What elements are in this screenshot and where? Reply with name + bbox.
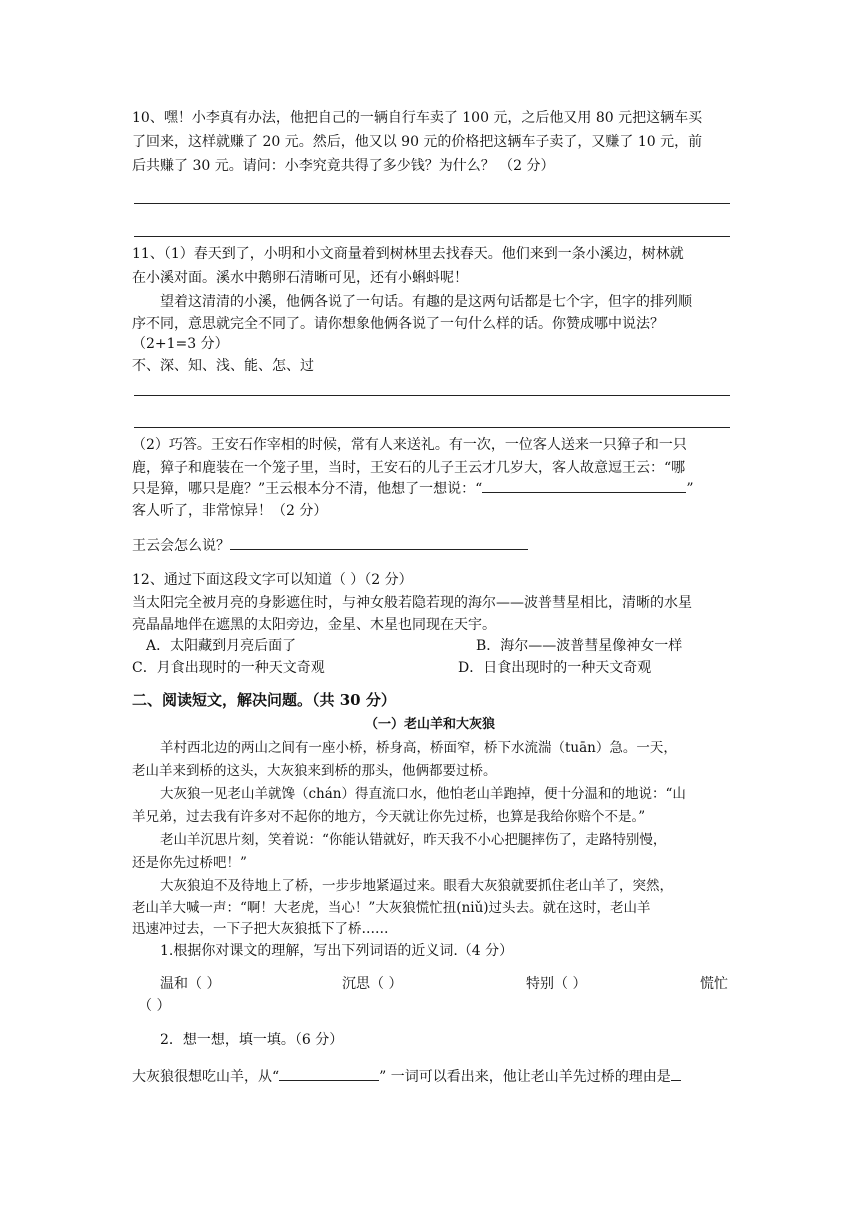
q12-line-2: 当太阳完全被月亮的身影遮住时，与神女般若隐若现的海尔——波普彗星相比，清晰的水星 — [132, 595, 692, 611]
q10-line-3: 后共赚了 30 元。请问：小李究竟共得了多少钱？为什么？ （2 分） — [132, 158, 555, 174]
q12-option-d[interactable]: D．日食出现时的一种天文奇观 — [458, 660, 652, 676]
passage-title: （一）老山羊和大灰狼 — [364, 717, 495, 732]
q11-part2-line-2: 鹿，獐子和鹿装在一个笼子里，当时，王安石的儿子王云才几岁大，客人故意逗王云：“哪 — [132, 460, 686, 476]
word-3[interactable]: 特别（ ） — [526, 976, 587, 992]
q12-option-a[interactable]: A．太阳藏到月亮后面了 — [146, 638, 297, 654]
answer-line[interactable] — [134, 203, 730, 204]
passage-line: 还是你先过桥吧！” — [132, 855, 247, 871]
passage-line: 羊村西北边的两山之间有一座小桥，桥身高，桥面窄，桥下水流湍（tuān）急。一天， — [160, 740, 677, 756]
q11-score: （2+1=3 分） — [132, 336, 229, 352]
answer-blank[interactable] — [230, 535, 528, 550]
word-2[interactable]: 沉思（ ） — [342, 976, 403, 992]
answer-line[interactable] — [134, 427, 730, 428]
q12-line-1: 12、通过下面这段文字可以知道（ ）（2 分） — [132, 572, 413, 588]
q12-option-c[interactable]: C．月食出现时的一种天文奇观 — [132, 660, 325, 676]
fill-text-a: 大灰狼很想吃山羊，从“ — [132, 1069, 280, 1085]
passage-line: 大灰狼一见老山羊就馋（chán）得直流口水，他怕老山羊跑掉，便十分温和的地说：“山 — [160, 786, 686, 802]
q12-option-b[interactable]: B．海尔——波普彗星像神女一样 — [476, 638, 683, 654]
q11-part2-line-1: （2）巧答。王安石作宰相的时候，常有人来送礼。有一次，一位客人送来一只獐子和一只 — [132, 437, 687, 453]
word-4: 慌忙 — [700, 976, 728, 992]
close-quote: ” — [686, 481, 694, 497]
fill-text-b: ” 一词可以看出来，他让老山羊先过桥的理由是 — [379, 1069, 671, 1085]
answer-line[interactable] — [134, 236, 730, 237]
fill-line — [132, 1066, 681, 1088]
q12-line-3: 亮晶晶地伴在遮黑的太阳旁边，金星、木星也同现在天宇。 — [132, 617, 496, 633]
q11-part2-text: 只是獐，哪只是鹿？”王云根本分不清，他想了一想说：“ — [132, 481, 483, 497]
passage-line: 老山羊大喊一声：“啊！大老虎，当心！”大灰狼慌忙扭(niǔ)过头去。就在这时，老山羊 — [132, 900, 651, 916]
q11-ask-label: 王云会怎么说？ — [132, 538, 230, 554]
q11-line-4: 序不同，意思就完全不同了。请你想象他俩各说了一句什么样的话。你赞成哪中说法？ — [132, 316, 664, 332]
word-4-paren[interactable]: （ ） — [138, 998, 171, 1014]
passage-line: 老山羊来到桥的这头，大灰狼来到桥的那头，他俩都要过桥。 — [132, 763, 497, 779]
q11-part2-line-3 — [132, 478, 694, 500]
q11-line-3: 望着这清清的小溪，他俩各说了一句话。有趣的是这两句话都是七个字，但字的排列顺 — [160, 294, 692, 310]
q11-line-2: 在小溪对面。溪水中鹅卵石清晰可见，还有小蝌蚪呢！ — [132, 270, 468, 286]
q10-line-2: 了回来，这样就赚了 20 元。然后，他又以 90 元的价格把这辆车子卖了，又赚了 10 元，前 — [132, 134, 703, 150]
q10-line-1: 10、嘿！小李真有办法，他把自己的一辆自行车卖了 100 元，之后他又用 80 元把这辆车买 — [132, 110, 703, 126]
word-1[interactable]: 温和（ ） — [160, 976, 221, 992]
q11-ask — [132, 535, 528, 557]
answer-line[interactable] — [134, 395, 730, 396]
passage-line: 老山羊沉思片刻，笑着说：“你能认错就好，昨天我不小心把腿摔伤了，走路特别慢， — [160, 832, 667, 848]
passage-line: 迅速冲过去，一下子把大灰狼抵下了桥…… — [132, 921, 389, 937]
section-heading: 二、阅读短文，解决问题。（共 30 分） — [132, 691, 396, 709]
q11-part2-line-4: 客人听了，非常惊异！（2 分） — [132, 503, 328, 519]
answer-blank[interactable] — [482, 478, 686, 493]
q11-line-1: 11、（1）春天到了，小明和小文商量着到树林里去找春天。他们来到一条小溪边，树林就 — [132, 246, 684, 262]
subquestion-1: 1.根据你对课文的理解，写出下列词语的近义词.（4 分） — [160, 943, 514, 959]
answer-blank[interactable] — [671, 1066, 681, 1081]
subquestion-2: 2．想一想，填一填。（6 分） — [160, 1032, 344, 1048]
passage-line: 大灰狼迫不及待地上了桥，一步步地紧逼过来。眼看大灰狼就要抓住老山羊了，突然， — [160, 878, 673, 894]
q11-chars: 不、深、知、浅、能、怎、过 — [132, 358, 314, 374]
passage-line: 羊兄弟，过去我有许多对不起你的地方，今天就让你先过桥，也算是我给你赔个不是。” — [132, 809, 646, 825]
answer-blank[interactable] — [279, 1066, 379, 1081]
